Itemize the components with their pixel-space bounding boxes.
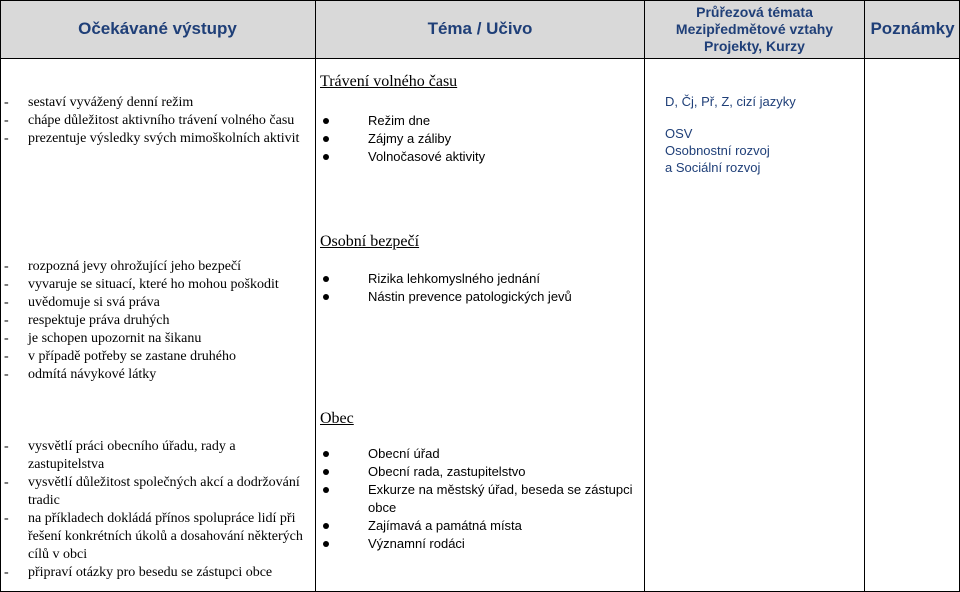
section3-topics xyxy=(320,445,638,553)
list-item: Významní rodáci xyxy=(320,535,638,553)
header-outcomes-label: Očekávané výstupy xyxy=(78,19,237,38)
list-item: Obecní rada, zastupitelstvo xyxy=(320,463,638,481)
list-item: - v případě potřeby se zastane druhého xyxy=(4,348,316,366)
list-item: - vyvaruje se situací, které ho mohou poškodit xyxy=(4,276,316,294)
section1-topics xyxy=(320,112,638,166)
list-item: Zájmy a záliby xyxy=(320,130,638,148)
section1-topic-title: Trávení volného času xyxy=(320,73,458,90)
list-item: - uvědomuje si svá práva xyxy=(4,294,316,312)
list-item: - odmítá návykové látky xyxy=(4,366,316,384)
section2-outcomes xyxy=(4,258,316,384)
header-notes-label: Poznámky xyxy=(870,19,955,38)
section1-cross-osv: OSV xyxy=(665,126,693,141)
list-item: Nástin prevence patologických jevů xyxy=(320,288,638,306)
header-topic-label: Téma / Učivo xyxy=(427,19,533,38)
section2-topics xyxy=(320,270,638,306)
list-item: Rizika lehkomyslného jednání xyxy=(320,270,638,288)
list-item: Obecní úřad xyxy=(320,445,638,463)
header-cross-line3: Projekty, Kurzy xyxy=(704,37,805,54)
list-item: - sestaví vyvážený denní režim xyxy=(4,94,310,112)
table-left-border xyxy=(0,0,1,592)
section2-topic-title: Osobní bezpečí xyxy=(320,233,420,250)
list-item: Volnočasové aktivity xyxy=(320,148,638,166)
header-cross xyxy=(645,0,864,58)
table-top-border xyxy=(0,0,960,1)
col-divider-2 xyxy=(644,0,645,592)
list-item: - připraví otázky pro besedu se zástupci obce xyxy=(4,564,314,582)
list-item: Exkurze na městský úřad, beseda se zástupci obce xyxy=(320,481,638,517)
section3-topic-title: Obec xyxy=(320,410,354,427)
section1-cross-personal: Osobnostní rozvoj xyxy=(665,143,770,158)
header-bottom-border xyxy=(0,58,960,59)
list-item: - rozpozná jevy ohrožující jeho bezpečí xyxy=(4,258,316,276)
section3-outcomes xyxy=(4,438,314,582)
list-item: - na příkladech dokládá přínos spolupráce lidí při řešení konkrétních úkolů a dosahování některých cílů v obci xyxy=(4,510,314,564)
section1-outcomes xyxy=(4,94,310,148)
header-cross-line2: Mezipředmětové vztahy xyxy=(675,20,834,37)
list-item: - vysvětlí důležitost společných akcí a dodržování tradic xyxy=(4,474,314,510)
header-topic xyxy=(316,0,644,58)
list-item: Zajímavá a památná místa xyxy=(320,517,638,535)
header-outcomes xyxy=(0,0,315,58)
list-item: - respektuje práva druhých xyxy=(4,312,316,330)
list-item: - prezentuje výsledky svých mimoškolních aktivit xyxy=(4,130,310,148)
list-item: - je schopen upozornit na šikanu xyxy=(4,330,316,348)
header-notes xyxy=(865,0,960,58)
list-item: - vysvětlí práci obecního úřadu, rady a zastupitelstva xyxy=(4,438,314,474)
section1-cross-subjects: D, Čj, Př, Z, cizí jazyky xyxy=(665,94,796,109)
header-cross-line1: Průřezová témata xyxy=(696,3,813,20)
list-item: - chápe důležitost aktivního trávení volného času xyxy=(4,112,310,130)
list-item: Režim dne xyxy=(320,112,638,130)
col-divider-3 xyxy=(864,0,865,592)
section1-cross-social: a Sociální rozvoj xyxy=(665,160,761,175)
